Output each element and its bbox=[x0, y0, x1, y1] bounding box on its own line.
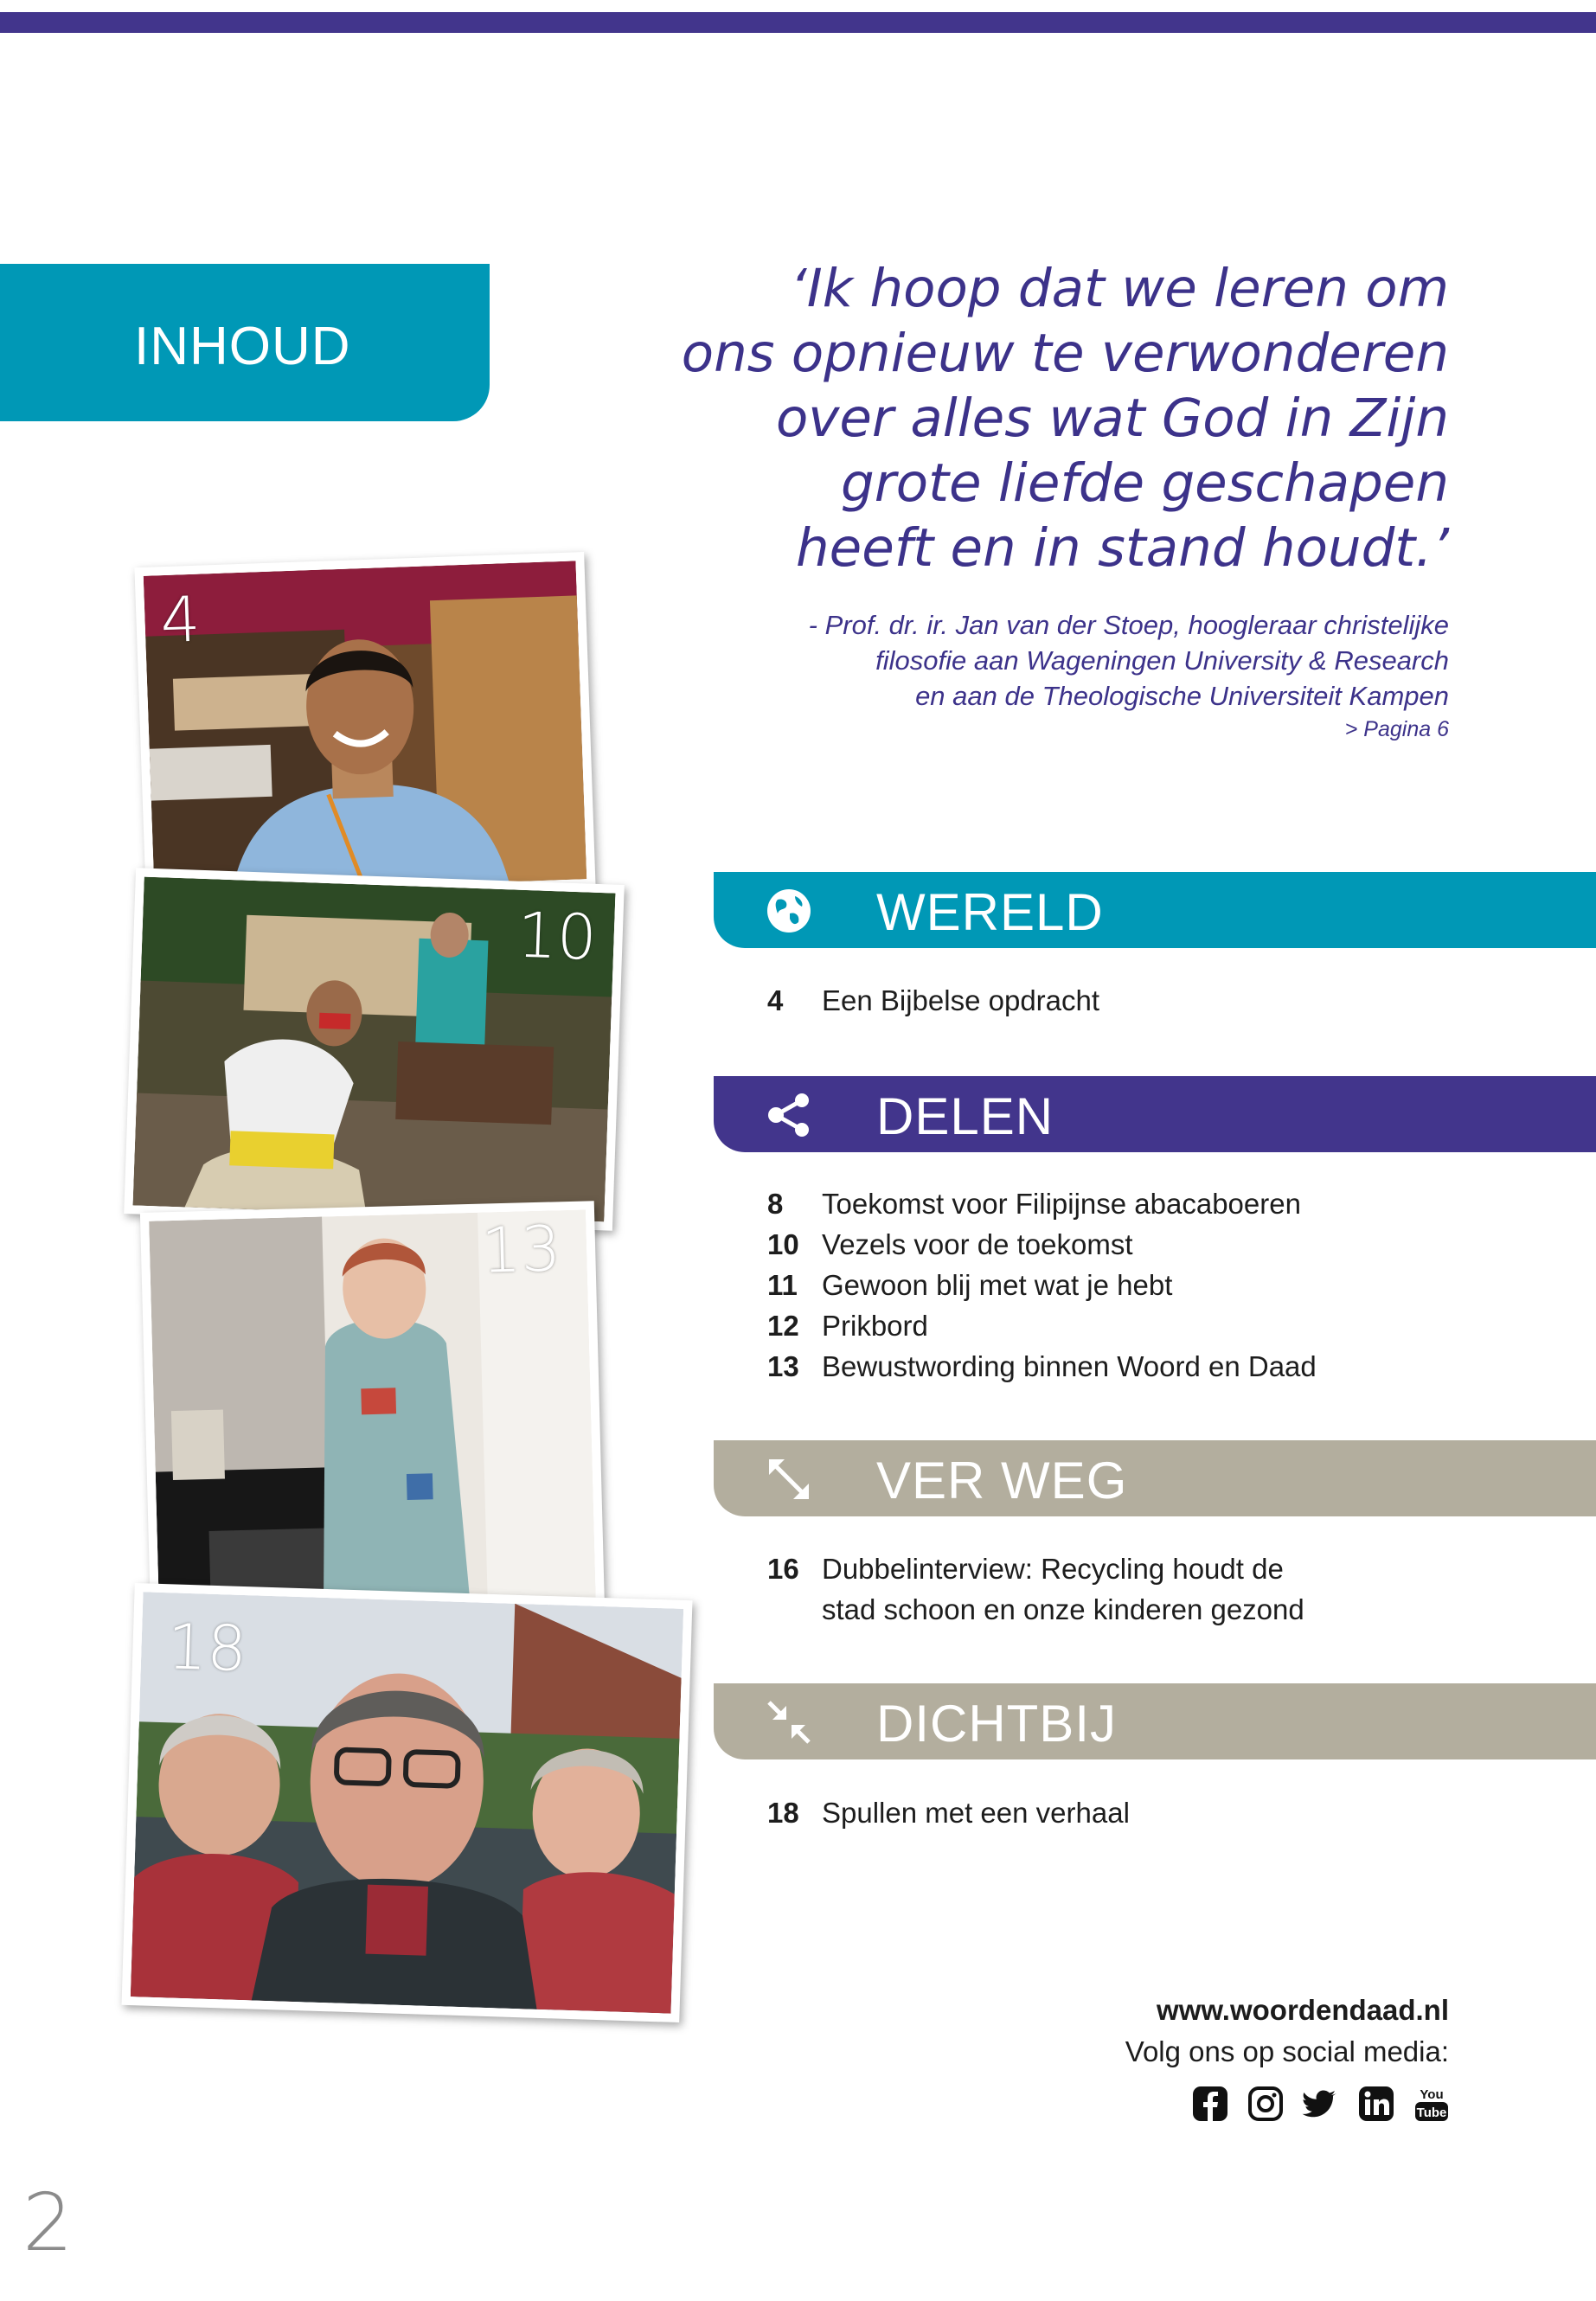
section-label: VER WEG bbox=[876, 1452, 1128, 1509]
toc-page-number: 12 bbox=[767, 1310, 799, 1342]
photo-page-number: 13 bbox=[480, 1212, 562, 1287]
top-accent-bar bbox=[0, 12, 1596, 33]
toc-entry[interactable] bbox=[767, 1265, 1317, 1305]
instagram-icon[interactable] bbox=[1247, 2085, 1285, 2123]
share-icon bbox=[766, 1092, 812, 1138]
linkedin-icon[interactable] bbox=[1357, 2085, 1395, 2123]
toc-entry[interactable] bbox=[767, 1305, 1317, 1346]
toc-page-number: 16 bbox=[767, 1553, 799, 1585]
photo-article-18[interactable] bbox=[121, 1583, 692, 2022]
attribution-line: - Prof. dr. ir. Jan van der Stoep, hoogleraar christelijke bbox=[808, 610, 1449, 640]
page-reference-link[interactable]: > Pagina 6 bbox=[1344, 717, 1449, 741]
collapse-arrows-icon bbox=[766, 1699, 812, 1746]
photo-article-10[interactable] bbox=[124, 868, 625, 1230]
quote-line: ons opnieuw te verwonderen bbox=[681, 323, 1449, 384]
toc-list-wereld bbox=[767, 980, 1099, 1021]
section-header-ver-weg bbox=[714, 1440, 1596, 1516]
photo-article-13[interactable] bbox=[140, 1201, 605, 1624]
photo-page-number: 10 bbox=[516, 898, 599, 974]
quote-line: heeft en in stand houdt.’ bbox=[796, 517, 1449, 579]
photo-page-number: 18 bbox=[166, 1610, 248, 1686]
section-header-delen bbox=[714, 1076, 1596, 1152]
section-title: INHOUD bbox=[134, 317, 351, 376]
toc-page-number: 4 bbox=[767, 984, 784, 1016]
toc-list-ver-weg bbox=[767, 1548, 1304, 1630]
toc-list-delen bbox=[767, 1183, 1317, 1387]
twitter-icon[interactable] bbox=[1302, 2085, 1340, 2123]
toc-entry[interactable] bbox=[767, 1346, 1317, 1387]
youtube-you-text: You bbox=[1420, 2087, 1444, 2102]
toc-title: Een Bijbelse opdracht bbox=[822, 984, 1100, 1016]
toc-entry-continued[interactable] bbox=[767, 1589, 1304, 1630]
attribution-line: en aan de Theologische Universiteit Kampen bbox=[915, 681, 1449, 711]
toc-entry[interactable] bbox=[767, 1548, 1304, 1589]
attribution-line: filosofie aan Wageningen University & Research bbox=[875, 645, 1449, 676]
section-title-tab bbox=[0, 264, 490, 421]
website-link[interactable]: www.woordendaad.nl bbox=[1157, 1994, 1449, 2026]
toc-title: Spullen met een verhaal bbox=[822, 1797, 1130, 1829]
toc-page-number: 18 bbox=[767, 1797, 799, 1829]
photo-man-shop-image bbox=[144, 561, 587, 894]
toc-entry[interactable] bbox=[767, 1792, 1130, 1833]
section-label: DICHTBIJ bbox=[876, 1695, 1117, 1753]
page-number: 2 bbox=[22, 2176, 74, 2269]
globe-icon bbox=[766, 888, 812, 934]
toc-entry[interactable] bbox=[767, 1224, 1317, 1265]
toc-title: Dubbelinterview: Recycling houdt de bbox=[822, 1553, 1284, 1585]
social-icons bbox=[1191, 2085, 1451, 2123]
toc-title: Toekomst voor Filipijnse abacaboeren bbox=[822, 1188, 1301, 1220]
section-label: WERELD bbox=[876, 883, 1104, 941]
photo-page-number: 4 bbox=[159, 582, 202, 657]
toc-title: Prikbord bbox=[822, 1310, 928, 1342]
social-media-text: Volg ons op social media: bbox=[1125, 2035, 1449, 2067]
facebook-icon[interactable] bbox=[1191, 2085, 1229, 2123]
toc-page-number: 11 bbox=[767, 1269, 798, 1301]
pull-quote bbox=[670, 256, 1449, 580]
toc-title: Bewustwording binnen Woord en Daad bbox=[822, 1350, 1317, 1382]
toc-title: Gewoon blij met wat je hebt bbox=[822, 1269, 1173, 1301]
toc-entry[interactable] bbox=[767, 1183, 1317, 1224]
section-header-wereld bbox=[714, 872, 1596, 948]
section-label: DELEN bbox=[876, 1087, 1054, 1145]
footer-info bbox=[1125, 1990, 1449, 2073]
toc-title: Vezels voor de toekomst bbox=[822, 1228, 1133, 1260]
expand-arrows-icon bbox=[766, 1456, 812, 1503]
toc-title-line2: stad schoon en onze kinderen gezond bbox=[822, 1593, 1304, 1625]
section-header-dichtbij bbox=[714, 1683, 1596, 1759]
photo-article-4[interactable] bbox=[134, 552, 595, 903]
quote-line: grote liefde geschapen bbox=[840, 452, 1449, 514]
toc-list-dichtbij bbox=[767, 1792, 1130, 1833]
toc-entry[interactable] bbox=[767, 980, 1099, 1021]
youtube-tube-text: Tube bbox=[1416, 2106, 1447, 2120]
quote-line: over alles wat God in Zijn bbox=[775, 388, 1449, 449]
youtube-icon[interactable] bbox=[1413, 2085, 1451, 2123]
quote-attribution bbox=[670, 607, 1449, 745]
toc-page-number: 13 bbox=[767, 1350, 799, 1382]
toc-page-number: 8 bbox=[767, 1188, 784, 1220]
quote-line: ‘Ik hoop dat we leren om bbox=[790, 258, 1449, 319]
toc-page-number: 10 bbox=[767, 1228, 799, 1260]
